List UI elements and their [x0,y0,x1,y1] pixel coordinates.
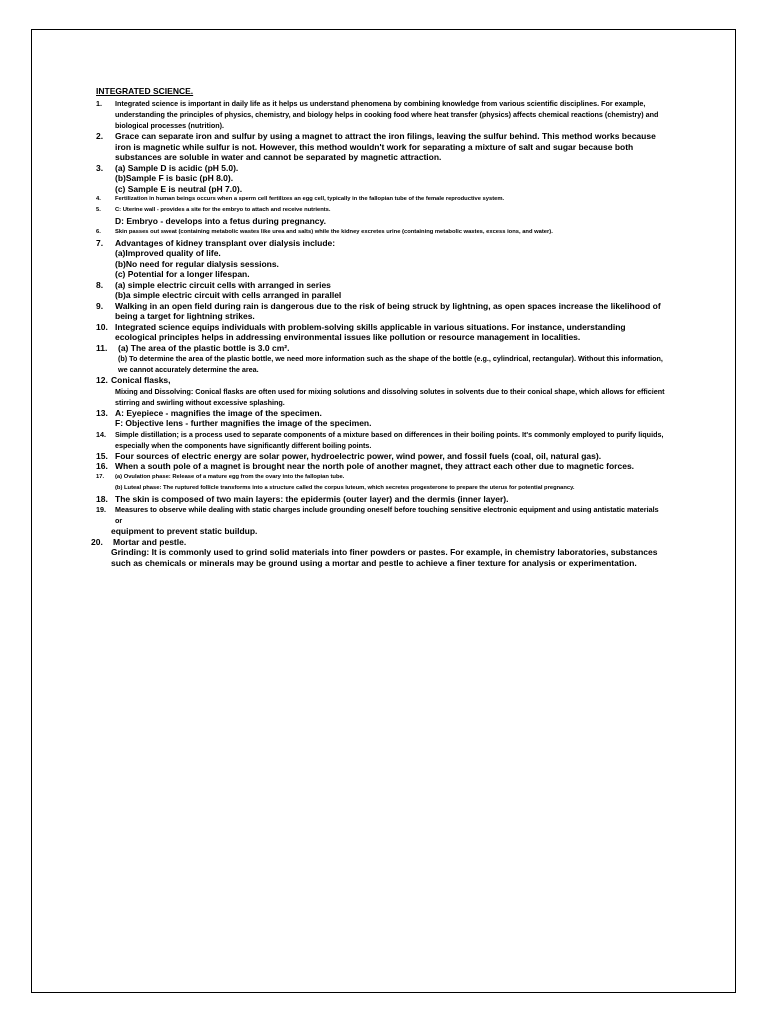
answer-13f: F: Objective lens - further magnifies the image of the specimen. [115,418,372,428]
answer-8a: (a) simple electric circuit cells with arranged in series [115,279,331,290]
answer-10: 10. Integrated science equips individuals with problem-solving skills applicable in various situations. For instance, understanding ecological principles helps in addressing environmental issues like pollution or resource management in localities. [96,321,626,342]
answer-13: 13. A: Eyepiece - magnifies the image of the specimen. F: Objective lens - further magnifies the image of the specimen. [96,408,666,429]
document-title: INTEGRATED SCIENCE. [96,86,194,96]
answer-3c: (c) Sample E is neutral (pH 7.0). [115,183,243,194]
answer-7a: (a) Improved quality of life. [115,248,221,258]
document-body [91,86,666,568]
answer-12: 12. Conical flasks, [96,375,171,385]
answer-2: 2. Grace can separate iron and sulfur by using a magnet to attract the iron filings, leaving the sulfur behind. This method works because iron is magnetic while sulfur is not. However, this method wouldn't work for separating a mixture of salt and sugar because both substances are soluble in water and cannot be separated by magnetic attraction. [96,131,656,162]
answer-11b: (b) To determine the area of the plastic bottle, we need more information such as the shape of the bottle (e.g., cylindrical, rectangular). Without this information, we cannot accurately determine the area. [118,354,663,374]
answer-4: 4. Fertilization in human beings occurs when a sperm cell fertilizes an egg cell, typically in the fallopian tube of the female reproductive system. [96,196,505,202]
answer-11: 11. (a) The area of the plastic bottle is 3.0 cm². [96,342,290,353]
answer-6: 6. Skin passes out sweat (containing metabolic wastes like urea and salts) while the kidney excretes urine (containing metabolic wastes, excess ions, and water). [96,228,553,235]
answer-7c: (c) Potential for a longer lifespan. [115,269,250,279]
answer-12-detail: Mixing and Dissolving: Conical flasks are often used for mixing solutions and dissolving solutes in solvents due to their conical shape, which allows for efficient stirring and swirling without excessive splashing. [115,386,665,407]
answer-3b: (b) Sample F is basic (pH 8.0). [115,173,234,183]
answer-7: 7. Advantages of kidney transplant over dialysis include: (a) Improved quality of life. (b) No need for regular dialysis sessions. (c) Potential for a longer lifespan. [96,238,666,280]
answer-16: 16. When a south pole of a magnet is brought near the north pole of another magnet, they attract each other due to magnetic forces. [96,461,635,471]
answer-3: 3. (a) Sample D is acidic (pH 5.0). (b) Sample F is basic (pH 8.0). (c) Sample E is neutral (pH 7.0). [96,163,666,195]
answer-17: 17. (a) Ovulation phase: Release of a mature egg from the ovary into the fallopian tube. (b) Luteal phase: The ruptured follicle transforms into a structure called the corpus luteum, which secretes progesterone to prepare the uterus for potential pregnancy. [96,472,666,494]
answer-5: 5. C: Uterine wall - provides a site for the embryo to attach and receive nutrients. [96,207,331,213]
answer-1: 1. Integrated science is important in daily life as it helps us understand phenomena by combining knowledge from various scientific disciplines. For example, understanding the principles of physics, chemistry, and biology helps in cooking food where heat transfer (physics) affects chemical reactions (chemistry) and biological processes (nutrition). [96,99,659,130]
answer-9: 9. Walking in an open field during rain is dangerous due to the risk of being struck by lightning, as open spaces increase the likelihood of being a target for lightning strikes. [96,300,661,321]
answer-13a: A: Eyepiece - magnifies the image of the specimen. [115,407,322,418]
answer-8b: (b) a simple electric circuit with cells arranged in parallel [115,290,342,300]
answer-17b: (b) Luteal phase: The ruptured follicle transforms into a structure called the corpus luteum, which secretes progesterone to prepare the uterus for potential pregnancy. [115,484,575,491]
answer-19: 19. Measures to observe while dealing with static charges include grounding oneself before touching sensitive electronic equipment and using antistatic materials or [96,505,659,525]
answer-14: 14. Simple distillation; is a process used to separate components of a mixture based on differences in their boiling points. It's commonly employed to purify liquids, especially when the components have significantly different boiling points. [96,429,664,450]
answer-5d: D: Embryo - develops into a fetus during pregnancy. [115,216,326,226]
answer-19-tail: equipment to prevent static buildup. [111,526,258,536]
answer-18: 18. The skin is composed of two main layers: the epidermis (outer layer) and the dermis (inner layer). [96,493,509,504]
answer-7b: (b) No need for regular dialysis sessions. [115,258,279,269]
answer-3a: (a) Sample D is acidic (pH 5.0). [115,162,239,173]
answer-15: 15. Four sources of electric energy are solar power, hydroelectric power, wind power, and fossil fuels (coal, oil, natural gas). [96,450,602,461]
answer-8: 8. (a) simple electric circuit cells with arranged in series (b) a simple electric circuit with cells arranged in parallel [96,280,666,301]
answer-17a: (a) Ovulation phase: Release of a mature egg from the ovary into the fallopian tube. [115,473,345,480]
answer-20: 20. Mortar and pestle. [91,536,187,547]
answer-20-detail: Grinding: It is commonly used to grind solid materials into finer powders or pastes. For example, in chemistry laboratories, substances such as chemicals or minerals may be ground using a mortar and pestle to achieve a finer texture for analysis or experimentation. [111,547,658,568]
